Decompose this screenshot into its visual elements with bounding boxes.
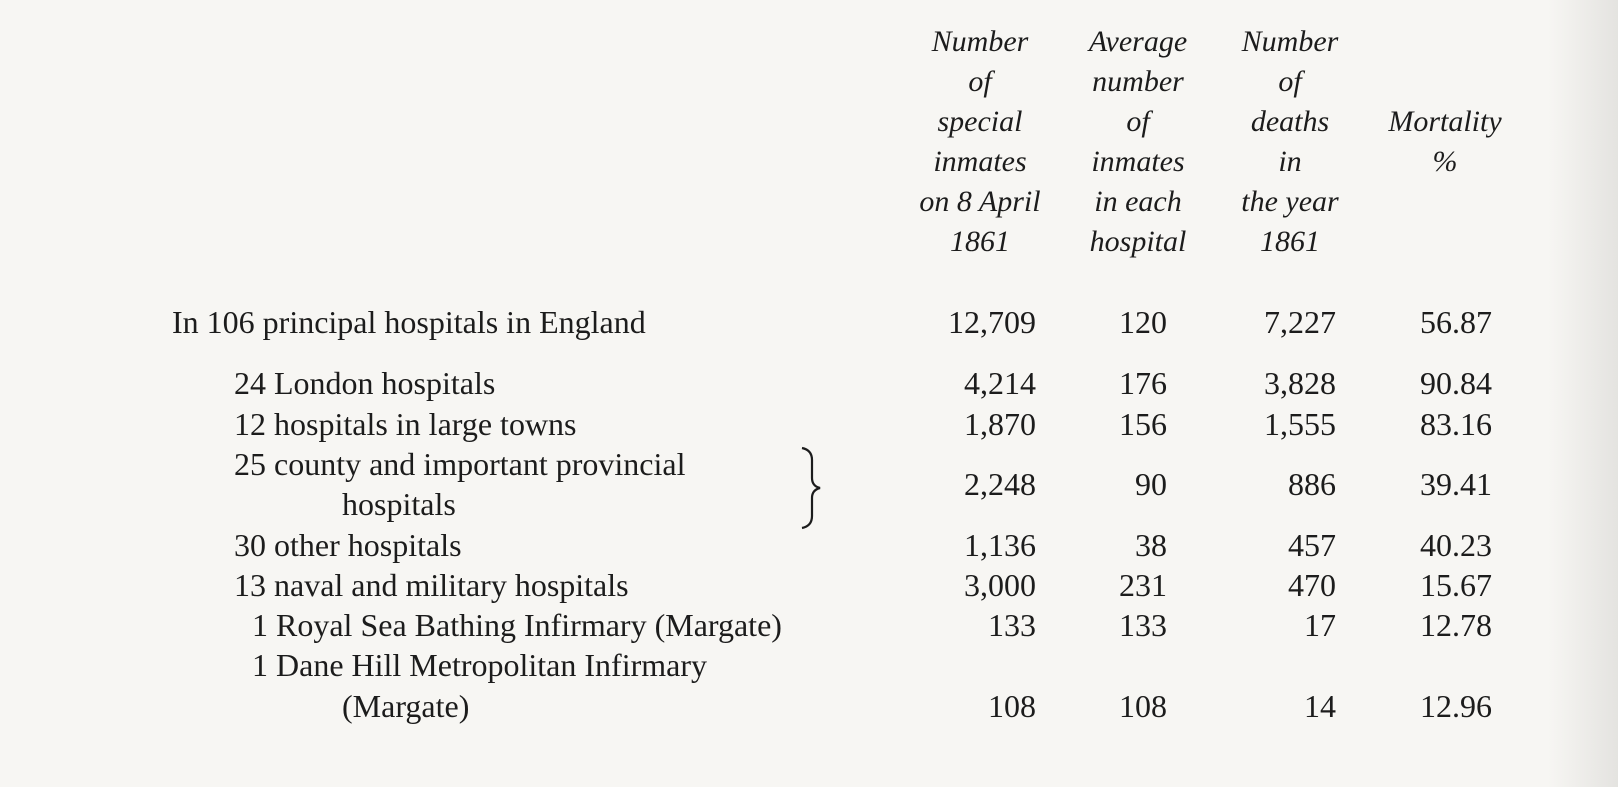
row-label: In 106 principal hospitals in England — [172, 304, 646, 340]
cell-average-inmates: 90 — [1135, 466, 1167, 502]
cell-average-inmates: 176 — [1119, 365, 1167, 401]
row-label: 25 county and important provincial — [234, 446, 686, 482]
table-row — [0, 645, 1618, 685]
cell-deaths: 3,828 — [1264, 365, 1336, 401]
cell-mortality: 83.16 — [1420, 406, 1492, 442]
table-row — [0, 525, 1618, 565]
header-mortality: Mortality % — [1388, 105, 1502, 178]
row-label: 1 Dane Hill Metropolitan Infirmary — [252, 647, 707, 683]
cell-special-inmates: 3,000 — [964, 567, 1036, 603]
row-label: 30 other hospitals — [234, 527, 462, 563]
cell-average-inmates: 156 — [1119, 406, 1167, 442]
cell-deaths: 17 — [1304, 607, 1336, 643]
table-row — [0, 565, 1618, 605]
table-row — [0, 605, 1618, 645]
row-label: 24 London hospitals — [234, 365, 496, 401]
cell-average-inmates: 231 — [1119, 567, 1167, 603]
cell-average-inmates: 38 — [1135, 527, 1167, 563]
cell-average-inmates: 133 — [1119, 607, 1167, 643]
cell-average-inmates: 108 — [1119, 688, 1167, 724]
table-row — [0, 302, 1618, 342]
cell-deaths: 470 — [1288, 567, 1336, 603]
table-row-continuation — [0, 686, 1618, 726]
header-average-inmates: Average number of inmates in each hospital — [1088, 25, 1188, 258]
row-label: 13 naval and military hospitals — [234, 567, 629, 603]
table-row — [0, 363, 1618, 403]
cell-mortality: 56.87 — [1420, 304, 1492, 340]
cell-special-inmates: 108 — [988, 688, 1036, 724]
cell-mortality: 40.23 — [1420, 527, 1492, 563]
cell-mortality: 15.67 — [1420, 567, 1492, 603]
cell-deaths: 886 — [1288, 466, 1336, 502]
row-label-continuation: hospitals — [342, 486, 456, 522]
cell-deaths: 7,227 — [1264, 304, 1336, 340]
header-special-inmates: Number of special inmates on 8 April 1861 — [919, 25, 1041, 258]
row-label: 12 hospitals in large towns — [234, 406, 577, 442]
right-brace-icon — [798, 446, 826, 530]
cell-deaths: 457 — [1288, 527, 1336, 563]
row-label: 1 Royal Sea Bathing Infirmary (Margate) — [252, 607, 782, 643]
cell-deaths: 1,555 — [1264, 406, 1336, 442]
cell-special-inmates: 1,870 — [964, 406, 1036, 442]
cell-mortality: 39.41 — [1420, 466, 1492, 502]
cell-mortality: 90.84 — [1420, 365, 1492, 401]
row-label-continuation: (Margate) — [342, 688, 470, 724]
header-deaths: Number of deaths in the year 1861 — [1241, 25, 1339, 258]
cell-special-inmates: 2,248 — [964, 466, 1036, 502]
cell-special-inmates: 1,136 — [964, 527, 1036, 563]
cell-special-inmates: 4,214 — [964, 365, 1036, 401]
table-row — [0, 404, 1618, 444]
cell-average-inmates: 120 — [1119, 304, 1167, 340]
cell-mortality: 12.96 — [1420, 688, 1492, 724]
cell-special-inmates: 133 — [988, 607, 1036, 643]
cell-deaths: 14 — [1304, 688, 1336, 724]
cell-special-inmates: 12,709 — [948, 304, 1036, 340]
cell-mortality: 12.78 — [1420, 607, 1492, 643]
table-header — [0, 22, 1618, 272]
